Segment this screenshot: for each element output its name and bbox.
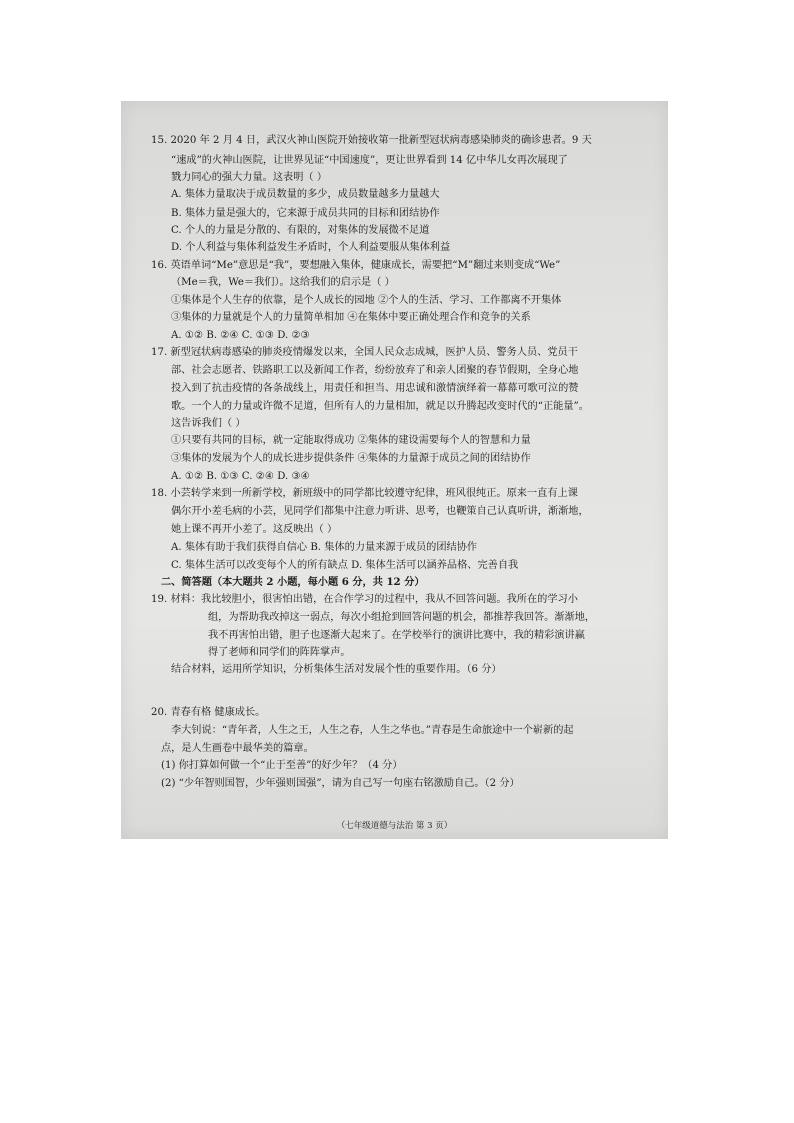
exam-line: 部、社会志愿者、铁路职工以及新闻工作者，纷纷放弃了和亲人团聚的春节假期，全身心地: [171, 365, 579, 376]
exam-line: A. ①② B. ②④ C. ①③ D. ②③: [171, 330, 310, 341]
exam-line: 17. 新型冠状病毒感染的肺炎疫情爆发以来，全国人民众志成城，医护人员、警务人员、党员干: [151, 347, 578, 358]
exam-line: C. 集体生活可以改变每个人的所有缺点 D. 集体生活可以涵养品格、完善自我: [171, 560, 519, 571]
exam-line: A. 集体有助于我们获得自信心 B. 集体的力量来源于成员的团结协作: [171, 542, 478, 553]
exam-line: （Me＝我，We＝我们）。这给我们的启示是（ ）: [171, 277, 395, 288]
exam-line: ③集体的发展为个人的成长进步提供条件 ④集体的力量源于成员之间的团结协作: [171, 453, 531, 464]
exam-line: 歌。一个人的力量或许微不足道，但所有人的力量相加，就足以升腾起改变时代的“正能量”。: [171, 401, 589, 412]
exam-line: 这告诉我们（ ）: [171, 418, 246, 429]
exam-line: 18. 小芸转学来到一所新学校，新班级中的同学都比较遵守纪律，班风很纯正。原来一直有上课: [151, 488, 578, 499]
exam-line: 二、简答题（本大题共 2 小题，每小题 6 分，共 12 分）: [161, 576, 425, 588]
exam-line: (1) 你打算如何做一个“止于至善”的好少年？（4 分）: [161, 760, 403, 771]
exam-line: ①只要有共同的目标，就一定能取得成功 ②集体的建设需要每个人的智慧和力量: [171, 435, 531, 446]
exam-line: “速成”的火神山医院，让世界见证“中国速度”，更让世界看到 14 亿中华儿女再次展现了: [171, 155, 568, 166]
exam-line: C. 个人的力量是分散的、有限的，对集体的发展微不足道: [171, 225, 430, 236]
exam-line: 15. 2020 年 2 月 4 日，武汉火神山医院开始接收第一批新型冠状病毒感染肺炎的确诊患者。9 天: [151, 135, 592, 146]
exam-line: 点，是人生画卷中最华美的篇章。: [161, 743, 314, 754]
exam-line: 偶尔开小差毛病的小芸，见同学们都集中注意力听讲、思考，也鞭策自己认真听讲，渐渐地，: [171, 506, 589, 517]
exam-line: 投入到了抗击疫情的各条战线上，用责任和担当、用忠诚和激情演绎着一幕幕可歌可泣的赞: [171, 383, 579, 394]
exam-line: 组，为帮助我改掉这一弱点，每次小组抢到回答问题的机会，都推荐我回答。渐渐地，: [208, 612, 596, 623]
exam-line: 19. 材料：我比较胆小，很害怕出错，在合作学习的过程中，我从不回答问题。我所在的学习小: [151, 594, 578, 605]
exam-line: A. 集体力量取决于成员数量的多少，成员数量越多力量越大: [171, 189, 440, 200]
exam-line: ①集体是个人生存的依靠，是个人成长的园地 ②个人的生活、学习、工作都离不开集体: [171, 295, 562, 306]
exam-line: 20. 青春有格 健康成长。: [151, 707, 266, 718]
exam-line: 李大钊说：“青年者，人生之王，人生之春，人生之华也。”青春是生命旅途中一个崭新的起: [171, 725, 574, 736]
exam-line: D. 个人利益与集体利益发生矛盾时，个人利益要服从集体利益: [171, 242, 451, 253]
exam-line: 结合材料，运用所学知识，分析集体生活对发展个性的重要作用。（6 分）: [171, 664, 502, 675]
exam-line: 16. 英语单词“Me”意思是“我”，要想融入集体，健康成长，需要把“M”翻过来则变成“We”: [151, 260, 561, 271]
page-footer: （七年级道德与法治 第 3 页）: [336, 821, 453, 831]
exam-line: 她上课不再开小差了。这反映出（ ）: [171, 524, 338, 535]
exam-line: B. 集体力量是强大的，它来源于成员共同的目标和团结协作: [171, 208, 440, 219]
exam-line: 戮力同心的强大力量。这表明（ ）: [171, 172, 328, 183]
scanned-exam-page: [121, 101, 668, 839]
exam-line: ③集体的力量就是个人的力量简单相加 ④在集体中要正确处理合作和竞争的关系: [171, 312, 531, 323]
exam-line: (2) “少年智则国智，少年强则国强”，请为自己写一句座右铭激励自己。（2 分）: [161, 778, 520, 789]
exam-line: A. ①② B. ①③ C. ②④ D. ③④: [171, 471, 310, 482]
exam-line: 我不再害怕出错，胆子也逐渐大起来了。在学校举行的演讲比赛中，我的精彩演讲赢: [208, 630, 585, 641]
exam-line: 得了老师和同学们的阵阵掌声。: [208, 647, 351, 658]
